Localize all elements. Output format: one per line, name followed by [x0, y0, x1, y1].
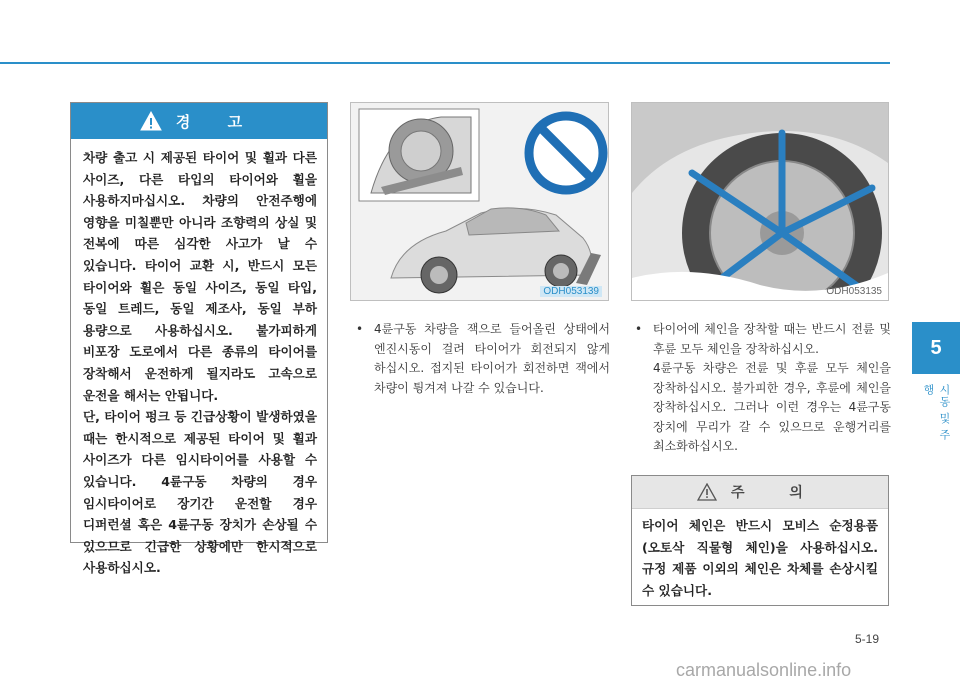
warning-box — [70, 102, 328, 576]
chain-note — [635, 320, 891, 457]
bullet-dot: • — [635, 322, 643, 336]
top-rule — [0, 62, 890, 64]
photo-caption: ODH053135 — [826, 286, 882, 297]
chain-note-subtext: 4륜구동 차량은 전륜 및 후륜 모두 체인을 장착하십시오. 불가피한 경우, 후륜에 체인을 장착하십시오. 그러나 이런 경우는 4륜구동 장치에 무리가 갈 수 있으므로 운행거리를 최소화하십시오. — [653, 361, 891, 453]
bullet-dot: • — [356, 322, 364, 336]
warning-body — [71, 139, 327, 579]
caution-body: 타이어 체인은 반드시 모비스 순정용품(오토삭 직물형 체인)을 사용하십시오. 규정 제품 이외의 체인은 차체를 손상시킬 수 있습니다. — [642, 518, 878, 598]
warning-header — [71, 103, 327, 139]
photo-caption: ODH053139 — [540, 286, 602, 297]
page-number: 5-19 — [855, 632, 880, 646]
warning-title: 경 고 — [175, 112, 259, 131]
watermark: carmanualsonline.info — [676, 660, 852, 680]
jack-note-text: 4륜구동 차량을 잭으로 들어올린 상태에서 엔진시동이 걸려 타이어가 회전되지 않게 하십시오. 접지된 타이어가 회전하면 잭에서 차량이 튕겨져 나갈 수 있습니다. — [374, 322, 610, 395]
warning-text: 차량 출고 시 제공된 타이어 및 휠과 다른 사이즈, 다른 타입의 타이어와 휠을 사용하지마십시오. 차량의 안전주행에 영향을 미칠뿐만 아니라 조향력의 상실 및 전복에 따른 심각한 사고가 날 수 있습니다. 타이어 교환 시, 반드시 모든 타이어와 휠은 동일 사이즈, 동일 타입, 동일 트레드, 동일 제조사, 동일 부하 용량으로 사용하십시오. 불가피하게 비포장 도로에서 다른 종류의 타이어를 장착해서 운전하게 될지라도 고속으로 운전을 해서는 안됩니다. — [83, 150, 317, 403]
caution-triangle-icon — [697, 483, 717, 501]
caution-header — [632, 476, 888, 509]
caution-box — [631, 475, 889, 606]
warning-text-2: 단, 타이어 펑크 등 긴급상황이 발생하였을 때는 한시적으로 제공된 타이어 및 휠과 사이즈가 다른 임시타이어를 사용할 수 있습니다. 4륜구동 차량의 경우 임시타이어로 장기간 운전할 경우 디퍼런셜 혹은 4륜구동 장치가 손상될 수 있으므로 긴급한 상황에만 한시적으로 사용하십시오. — [83, 409, 317, 576]
snow-chain-photo — [631, 102, 889, 301]
chapter-tab: 5 — [912, 322, 960, 374]
chain-note-text: 타이어에 체인을 장착할 때는 반드시 전륜 및 후륜 모두 체인을 장착하십시오. — [653, 322, 891, 356]
caution-title: 주 의 — [731, 485, 823, 501]
chapter-label: 시동 및 주행 — [922, 384, 951, 441]
warning-triangle-icon — [140, 111, 162, 131]
jack-note — [356, 320, 610, 398]
jack-photo — [350, 102, 609, 301]
snow-chain-illustration — [632, 103, 888, 300]
car-on-jack-illustration — [351, 103, 608, 300]
